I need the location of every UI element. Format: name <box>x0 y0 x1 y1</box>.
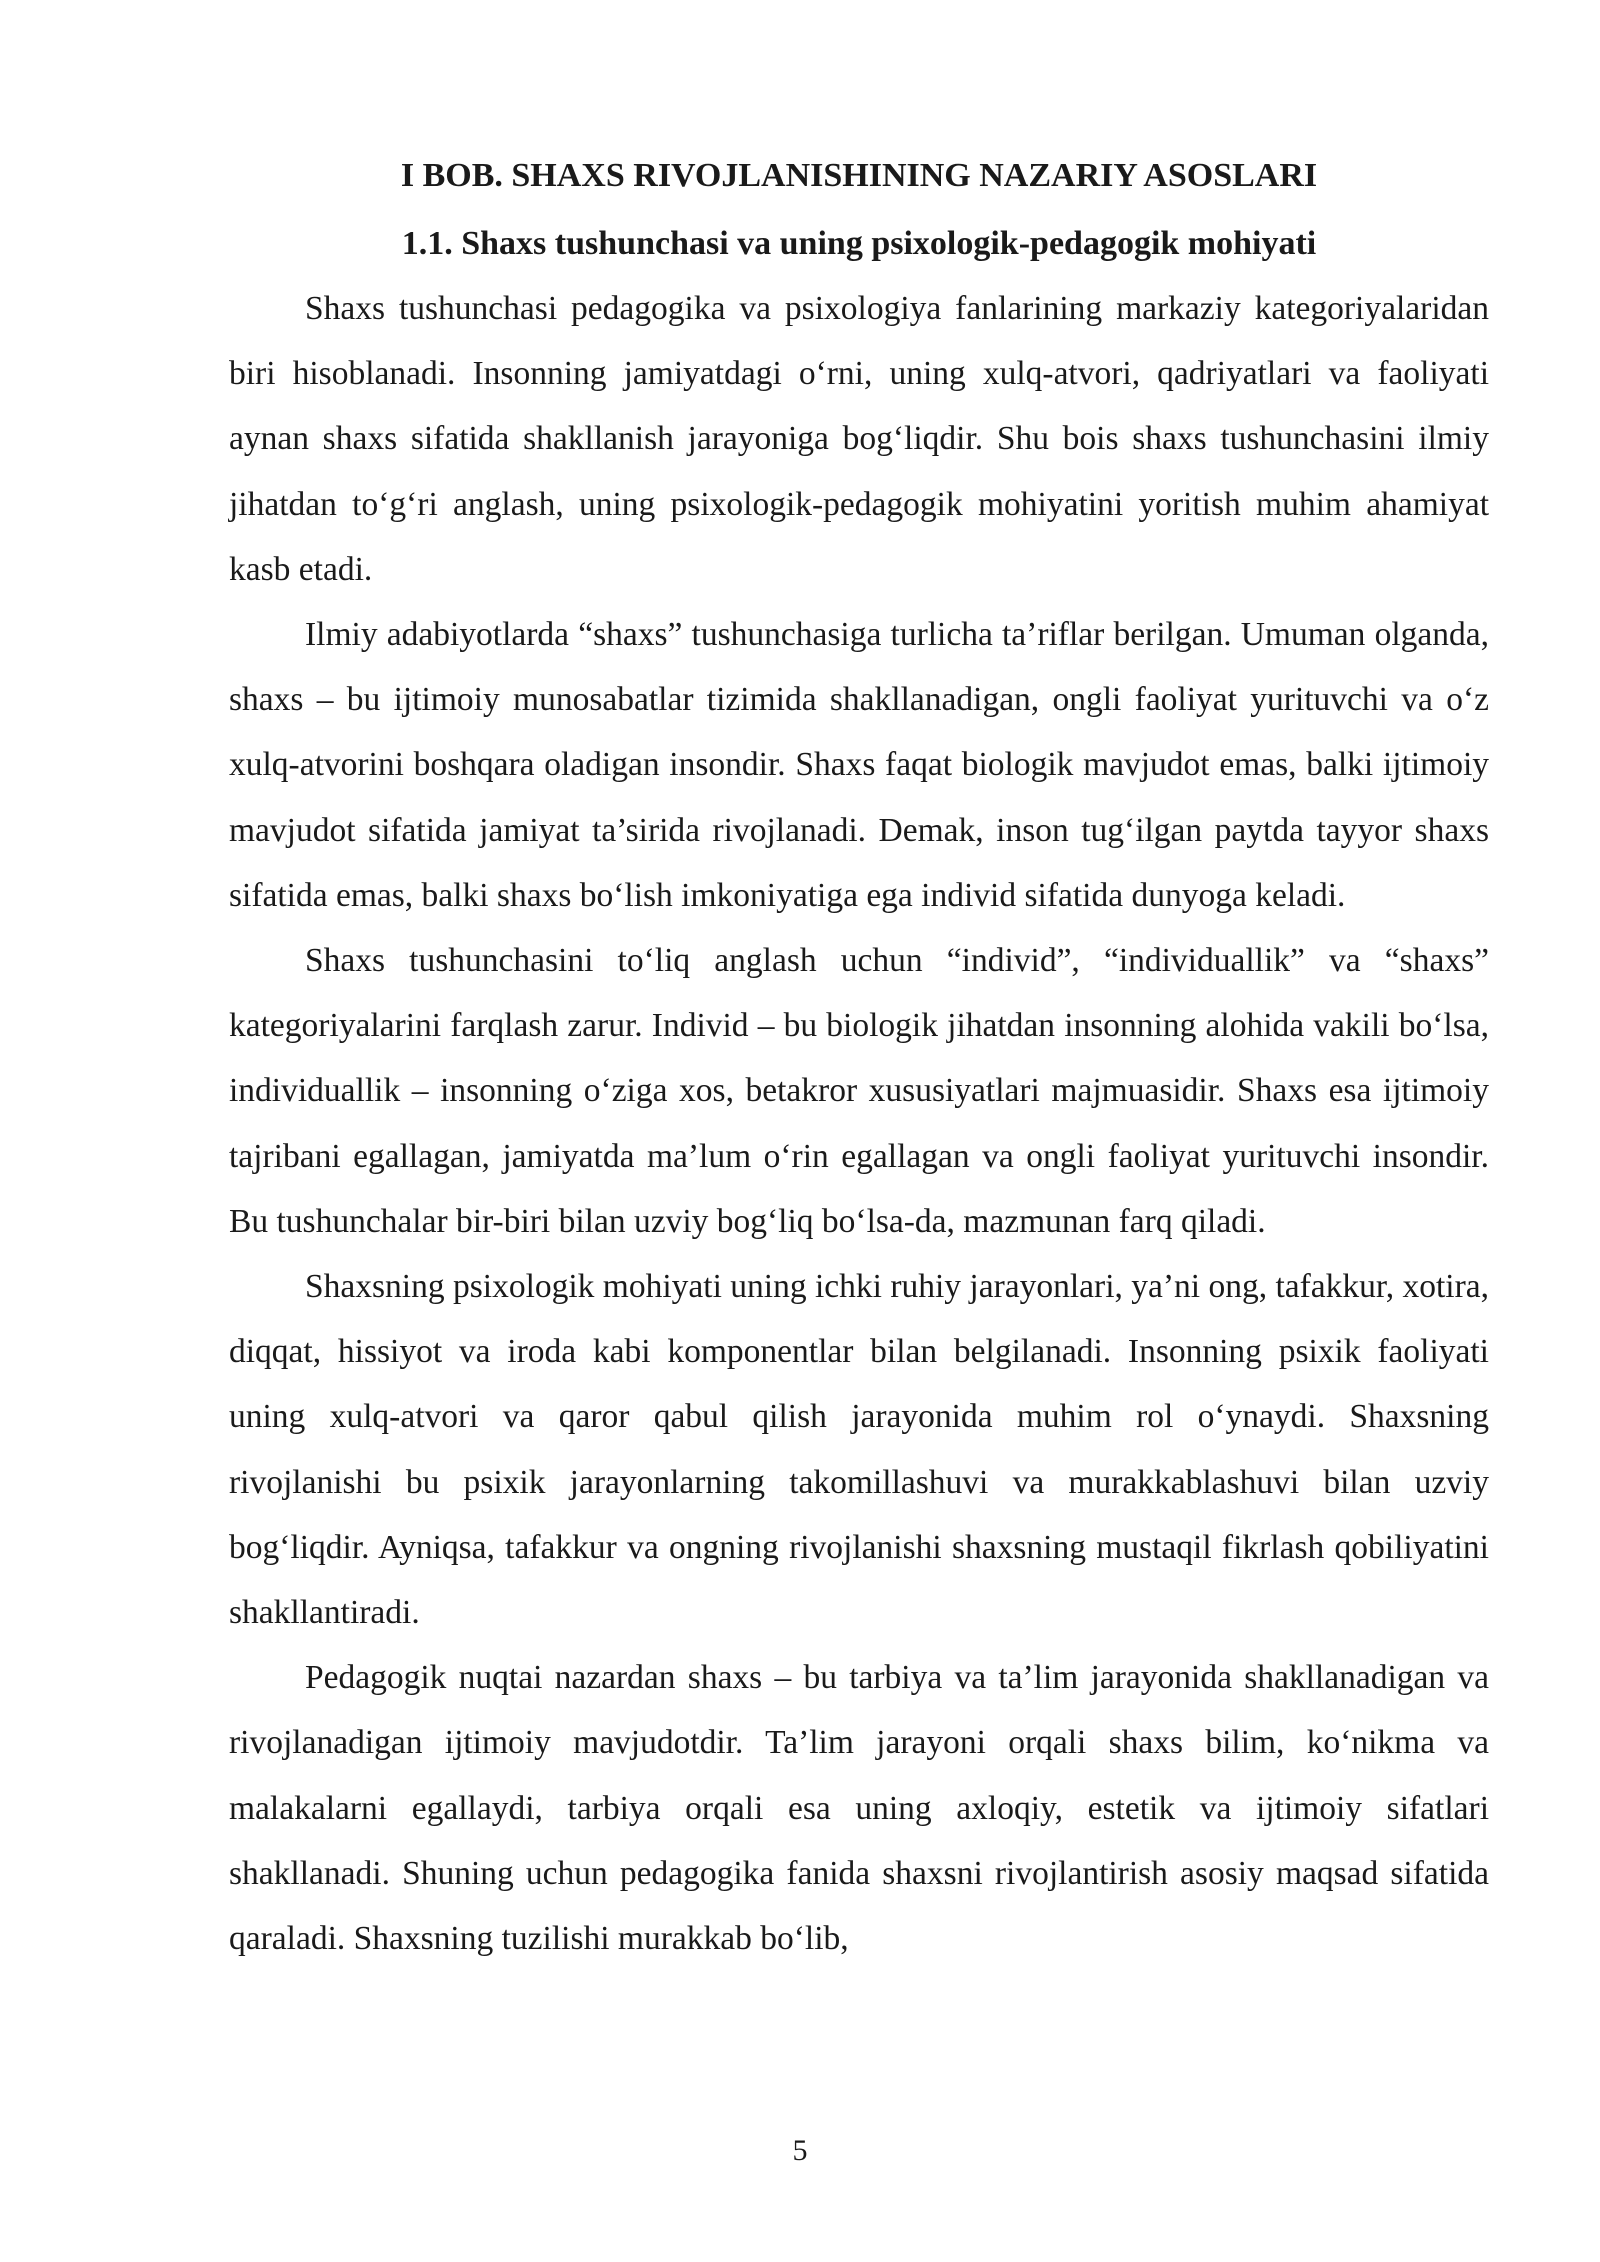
body-paragraph: Shaxsning psixologik mohiyati uning ichki ruhiy jarayonlari, ya’ni ong, tafakkur, xotira, diqqat, hissiyot va iroda kabi komponentlar bilan belgilanadi. Insonning psixik faoliyati uning xulq-atvori va qaror qabul qilish jarayonida muhim rol o‘ynaydi. Shaxsning rivojlanishi bu psixik jarayonlarning takomillashuvi va murakkablashuvi bilan uzviy bog‘liqdir. Ayniqsa, tafakkur va ongning rivojlanishi shaxsning mustaqil fikrlash qobiliyatini shakllantiradi. <box>229 1268 1489 1632</box>
chapter-title: I BOB. SHAXS RIVOJLANISHINING NAZARIY ASOSLARI <box>400 157 1318 194</box>
page-content <box>229 148 1489 1971</box>
section-title: 1.1. Shaxs tushunchasi va uning psixologik-pedagogik mohiyati <box>401 225 1317 262</box>
body-paragraph: Shaxs tushunchasi pedagogika va psixologiya fanlarining markaziy kategoriyalaridan biri hisoblanadi. Insonning jamiyatdagi o‘rni, uning xulq-atvori, qadriyatlari va faoliyati aynan shaxs sifatida shakllanish jarayoniga bog‘liqdir. Shu bois shaxs tushunchasini ilmiy jihatdan to‘g‘ri anglash, uning psixologik-pedagogik mohiyatini yoritish muhim ahamiyat kasb etadi. <box>229 290 1489 588</box>
body-paragraph: Shaxs tushunchasini to‘liq anglash uchun “individ”, “individuallik” va “shaxs” kategoriyalarini farqlash zarur. Individ – bu biologik jihatdan insonning alohida vakili bo‘lsa, individuallik – insonning o‘ziga xos, betakror xususiyatlari majmuasidir. Shaxs esa ijtimoiy tajribani egallagan, jamiyatda ma’lum o‘rin egallagan va ongli faoliyat yurituvchi insondir. Bu tushunchalar bir-biri bilan uzviy bog‘liq bo‘lsa-da, mazmunan farq qiladi. <box>229 942 1489 1240</box>
body-paragraph: Pedagogik nuqtai nazardan shaxs – bu tarbiya va ta’lim jarayonida shakllanadigan va rivojlanadigan ijtimoiy mavjudotdir. Ta’lim jarayoni orqali shaxs bilim, ko‘nikma va malakalarni egallaydi, tarbiya orqali esa uning axloqiy, estetik va ijtimoiy sifatlari shakllanadi. Shuning uchun pedagogika fanida shaxsni rivojlantirish asosiy maqsad sifatida qaraladi. Shaxsning tuzilishi murakkab bo‘lib, <box>229 1659 1489 1958</box>
page-number: 5 <box>792 2134 808 2167</box>
body-paragraph: Ilmiy adabiyotlarda “shaxs” tushunchasiga turlicha ta’riflar berilgan. Umuman olganda, shaxs – bu ijtimoiy munosabatlar tizimida shakllanadigan, ongli faoliyat yurituvchi va o‘z xulq-atvorini boshqara oladigan insondir. Shaxs faqat biologik mavjudot emas, balki ijtimoiy mavjudot sifatida jamiyat ta’sirida rivojlanadi. Demak, inson tug‘ilgan paytda tayyor shaxs sifatida emas, balki shaxs bo‘lish imkoniyatiga ega individ sifatida dunyoga keladi. <box>229 616 1489 914</box>
